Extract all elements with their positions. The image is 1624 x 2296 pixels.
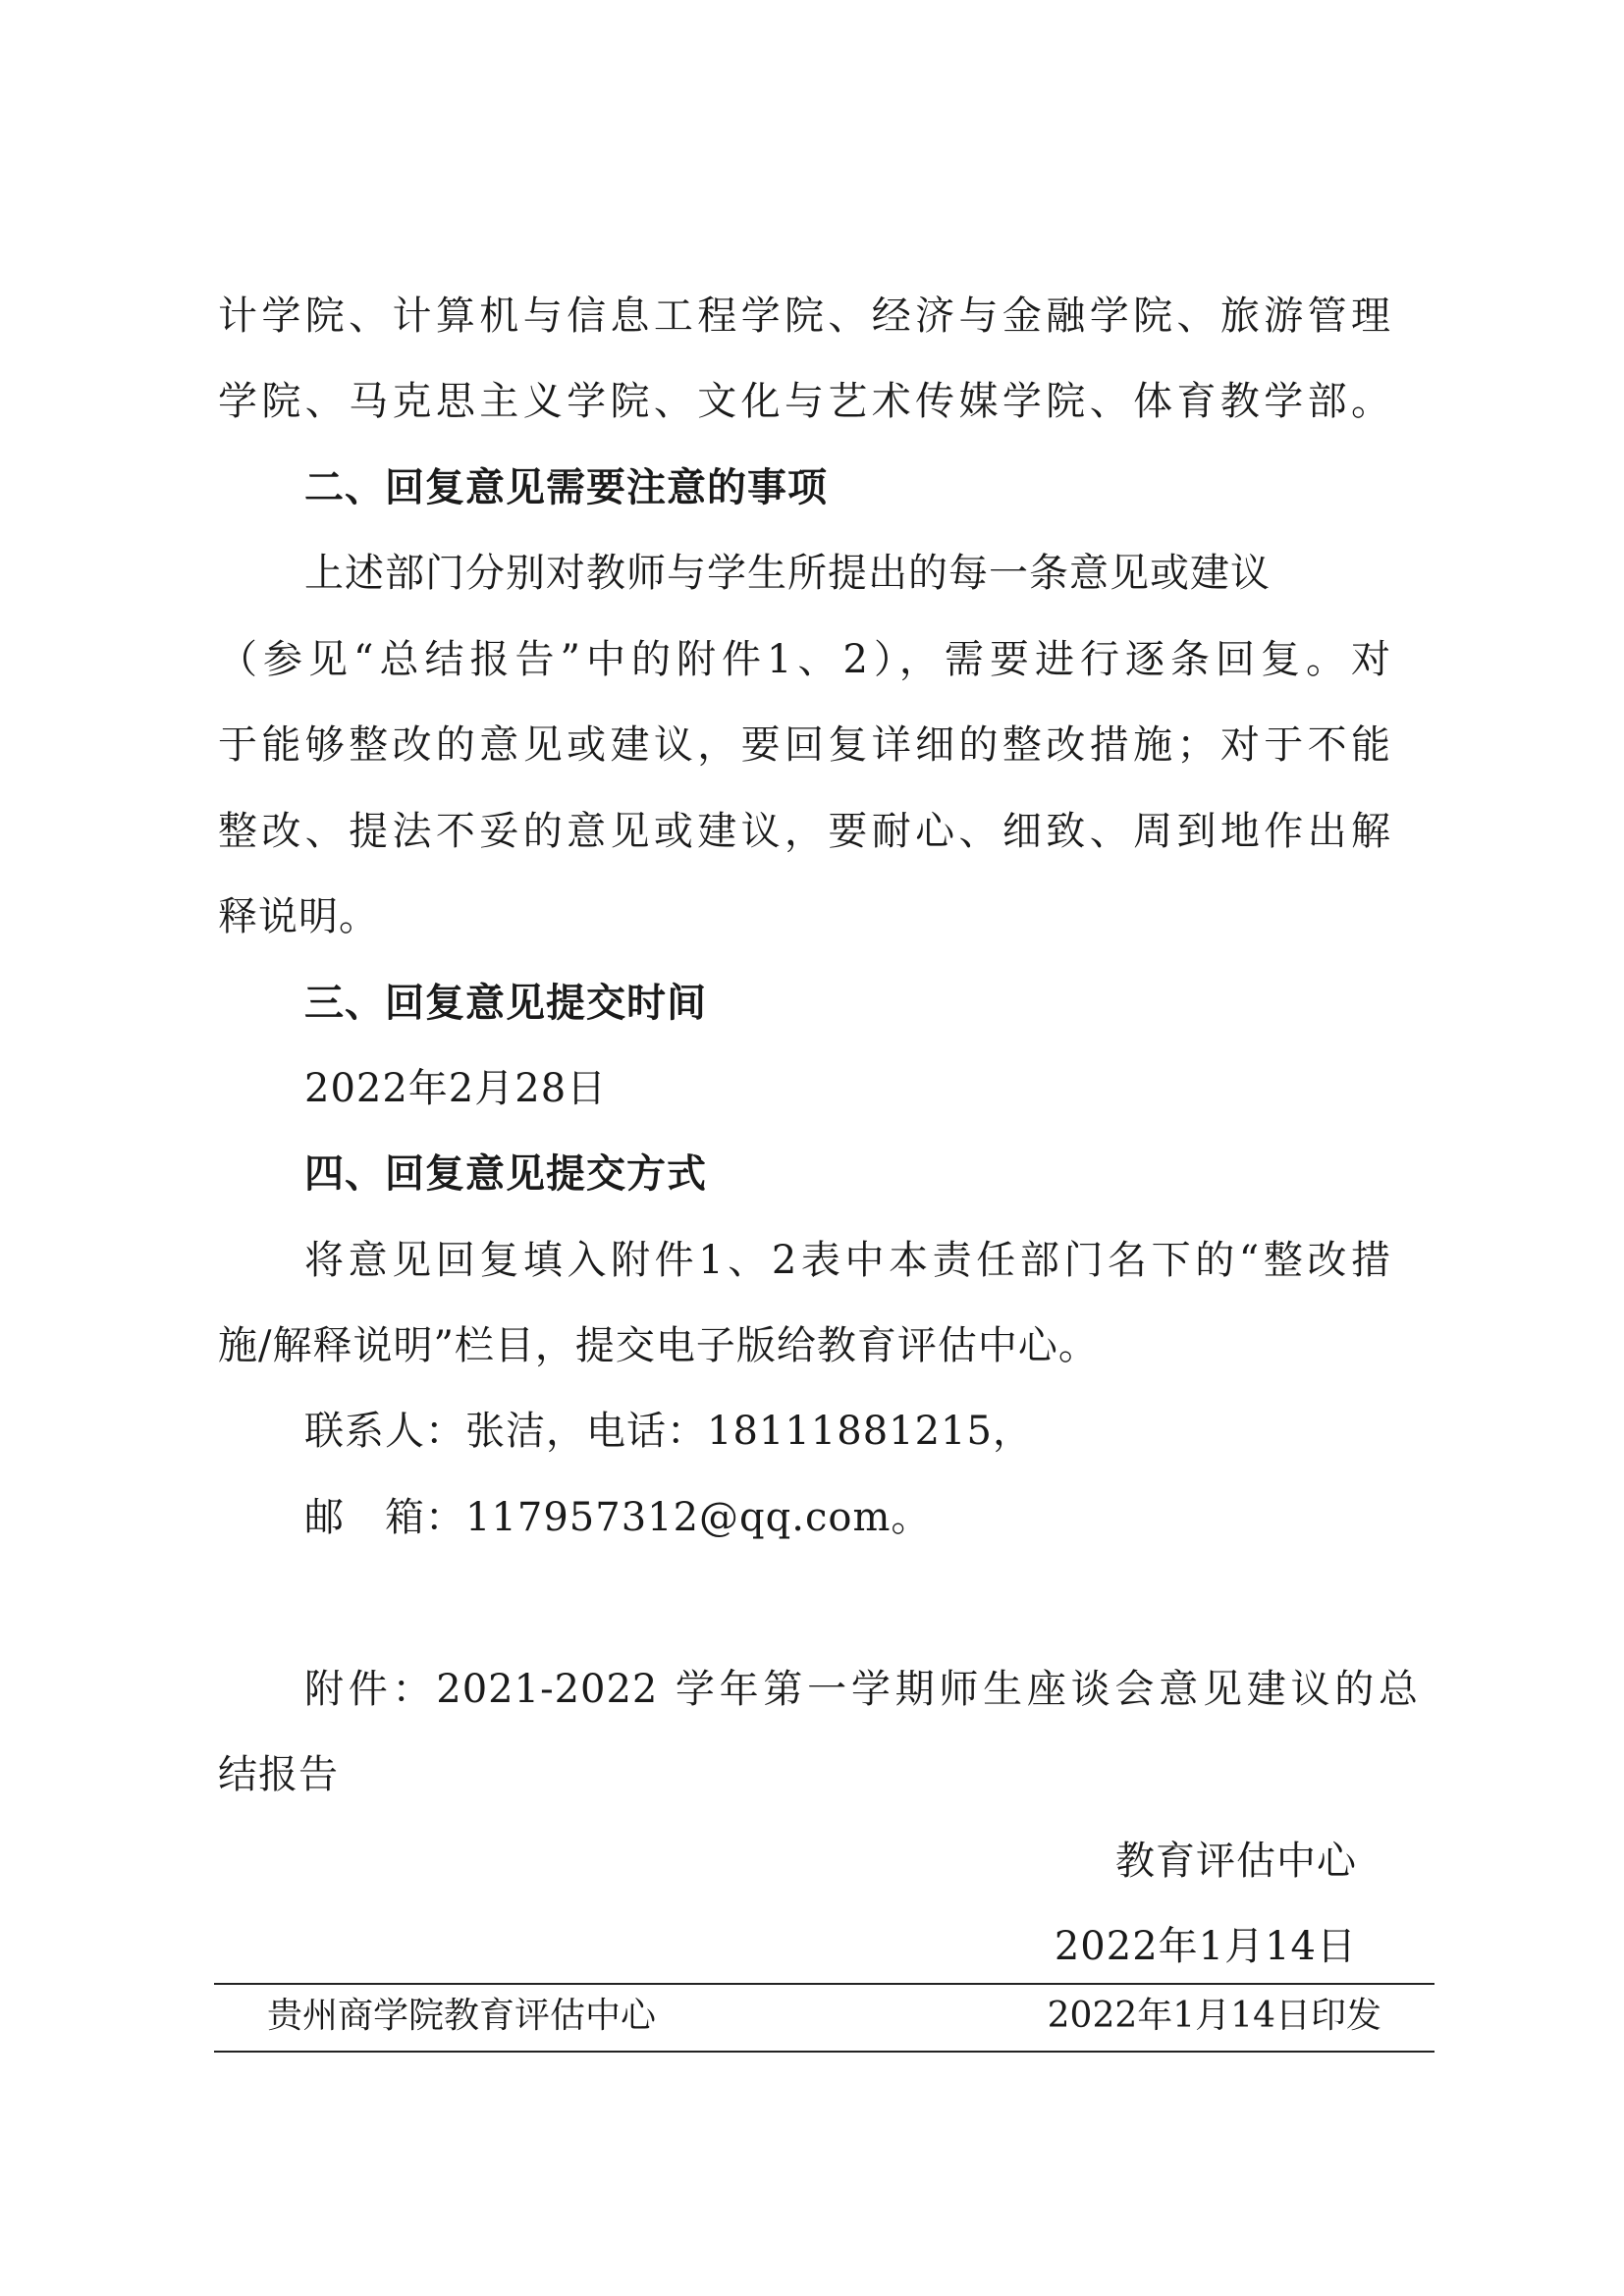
attachment-line: 附件：2021-2022 学年第一学期师生座谈会意见建议的总 [304, 1667, 1419, 1712]
footer-bottom-rule [214, 2051, 1435, 2053]
para-line: 整改、提法不妥的意见或建议，要耐心、细致、周到地作出解 [218, 809, 1391, 854]
attachment-line: 结报告 [218, 1752, 339, 1797]
signature-date: 2022年1月14日 [1054, 1924, 1357, 1969]
para-line: 上述部门分别对教师与学生所提出的每一条意见或建议 [304, 551, 1271, 596]
footer-issuer: 贵州商学院教育评估中心 [267, 1996, 657, 2036]
footer-top-rule [214, 1983, 1435, 1985]
footer-issued-date: 2022年1月14日印发 [1047, 1996, 1381, 2036]
para-line: 施/解释说明”栏目，提交电子版给教育评估中心。 [218, 1323, 1099, 1368]
para-line: 释说明。 [218, 894, 379, 939]
contact-line: 联系人：张洁，电话：18111881215， [304, 1409, 1033, 1454]
section-heading: 四、回复意见提交方式 [304, 1151, 707, 1197]
para-line: 学院、马克思主义学院、文化与艺术传媒学院、体育教学部。 [218, 379, 1391, 424]
section-heading: 二、回复意见需要注意的事项 [304, 465, 828, 510]
para-line: 计学院、计算机与信息工程学院、经济与金融学院、旅游管理 [218, 294, 1391, 339]
para-line: （参见“总结报告”中的附件1、2），需要进行逐条回复。对 [218, 637, 1391, 682]
para-line: 于能够整改的意见或建议，要回复详细的整改措施；对于不能 [218, 722, 1391, 768]
para-line: 将意见回复填入附件1、2表中本责任部门名下的“整改措 [304, 1238, 1391, 1283]
deadline-date: 2022年2月28日 [304, 1066, 608, 1111]
section-heading: 三、回复意见提交时间 [304, 981, 707, 1026]
email-line: 邮 箱：117957312@qq.com。 [304, 1495, 932, 1540]
signature-org: 教育评估中心 [1115, 1839, 1357, 1884]
